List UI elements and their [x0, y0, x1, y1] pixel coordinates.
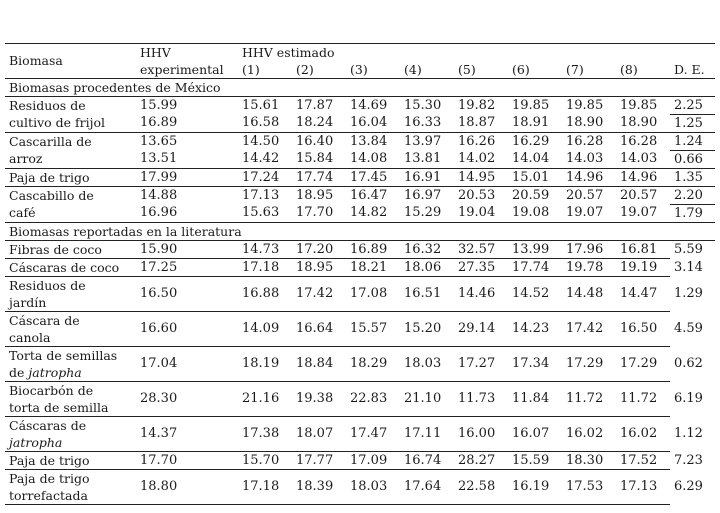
- hhv-estimated-cell: 11.72: [616, 382, 670, 417]
- table-row: [5, 382, 715, 417]
- hhv-estimated-cell: 20.53: [458, 187, 496, 203]
- biomass-name: Cascabillo de: [9, 187, 94, 203]
- table-row: [5, 97, 715, 115]
- de-cell: 0.62: [674, 356, 703, 371]
- hhv-estimated-cell: 18.07: [292, 417, 346, 452]
- hhv-estimated-cell: 17.24: [238, 169, 292, 187]
- hhv-estimated-cell: 14.23: [508, 312, 562, 347]
- hhv-estimated-cell: 11.84: [508, 382, 562, 417]
- hhv-estimated-cell: 15.01: [508, 169, 562, 187]
- hhv-estimated-cell: 15.63: [238, 205, 292, 223]
- biomass-name-line: Cáscaras de coco: [9, 260, 120, 275]
- de-cell: 3.14: [674, 259, 703, 275]
- hhv-estimated-cell: 29.14: [454, 312, 508, 347]
- hhv-estimated-cell: 15.70: [238, 452, 292, 470]
- table-row: [5, 312, 715, 347]
- hhv-estimated-cell: 18.03: [346, 470, 400, 505]
- biomass-name: [5, 312, 136, 347]
- hhv-experimental-cell: 16.96: [136, 205, 238, 223]
- de-cell: 1.79: [670, 205, 715, 223]
- hhv-estimated-cell: 17.13: [616, 470, 670, 505]
- table-row: [5, 187, 715, 205]
- hhv-experimental-cell: 17.25: [136, 259, 238, 277]
- hhv-experimental-cell: 17.99: [136, 169, 238, 187]
- hhv-estimated-cell: 21.10: [400, 382, 454, 417]
- biomass-name-line: Fibras de coco: [9, 242, 102, 257]
- hhv-estimated-cell: 17.38: [238, 417, 292, 452]
- hhv-estimated-cell: 15.61: [242, 97, 280, 113]
- table-row: [5, 347, 715, 382]
- hhv-estimated-cell: 16.02: [562, 417, 616, 452]
- biomass-name: cultivo de frijol: [5, 115, 136, 133]
- hhv-estimated-cell: 21.16: [238, 382, 292, 417]
- hhv-estimated-cell: 16.47: [350, 187, 388, 203]
- table-row: [5, 169, 715, 187]
- hhv-experimental-cell: 14.37: [136, 417, 238, 452]
- de-cell: 2.20: [670, 187, 715, 205]
- de-cell: 4.59: [674, 321, 703, 336]
- hhv-estimated-cell: 18.87: [454, 115, 508, 133]
- hhv-estimated-cell: 17.42: [562, 312, 616, 347]
- table-row: [5, 452, 715, 470]
- hhv-estimated-cell: 18.03: [400, 347, 454, 382]
- hhv-estimated-cell: 17.64: [400, 470, 454, 505]
- hhv-estimated-cell: 14.52: [508, 277, 562, 312]
- hhv-estimated-cell: 27.35: [454, 259, 508, 277]
- hhv-estimated-cell: 17.87: [296, 97, 334, 113]
- biomass-name-line: Cáscaras de: [9, 418, 87, 433]
- hhv-experimental-cell: 16.89: [136, 115, 238, 133]
- hhv-estimated-cell: 18.90: [562, 115, 616, 133]
- biomass-name: café: [5, 205, 136, 223]
- hhv-estimated-cell: 19.07: [562, 205, 616, 223]
- hhv-estimated-cell: 19.78: [562, 259, 616, 277]
- sub-col-de: D. E.: [670, 61, 715, 79]
- biomass-name: Residuos de: [9, 97, 86, 113]
- hhv-estimated-cell: 18.39: [292, 470, 346, 505]
- hhv-estimated-cell: 16.04: [346, 115, 400, 133]
- hhv-estimated-cell: 16.89: [346, 241, 400, 259]
- de-cell: 1.25: [670, 115, 715, 133]
- hhv-estimated-cell: 19.04: [454, 205, 508, 223]
- hhv-estimated-cell: 16.51: [400, 277, 454, 312]
- hhv-estimated-cell: 32.57: [454, 241, 508, 259]
- sub-col-3: (3): [346, 61, 400, 79]
- hhv-estimated-cell: 16.64: [292, 312, 346, 347]
- table-row: [5, 115, 715, 133]
- hhv-estimated-cell: 17.42: [292, 277, 346, 312]
- hhv-estimated-cell: 16.02: [616, 417, 670, 452]
- hhv-estimated-cell: 14.48: [562, 277, 616, 312]
- hhv-experimental-cell: 18.80: [136, 470, 238, 505]
- hhv-estimated-cell: 17.29: [562, 347, 616, 382]
- hhv-estimated-cell: 13.81: [400, 151, 454, 169]
- hhv-estimated-cell: 15.29: [400, 205, 454, 223]
- hhv-estimated-cell: 19.19: [616, 259, 670, 277]
- hhv-estimated-cell: 14.09: [238, 312, 292, 347]
- de-cell: 0.66: [670, 151, 715, 169]
- hhv-estimated-cell: 17.53: [562, 470, 616, 505]
- de-cell: 1.35: [670, 169, 715, 187]
- biomass-name-line: Biocarbón de: [9, 383, 94, 398]
- hhv-estimated-cell: 13.99: [508, 241, 562, 259]
- hhv-estimated-cell: 13.84: [350, 133, 388, 149]
- hhv-estimated-cell: 15.59: [508, 452, 562, 470]
- hhv-estimated-cell: 15.57: [346, 312, 400, 347]
- hhv-estimated-cell: 17.74: [292, 169, 346, 187]
- hhv-estimated-cell: 17.20: [292, 241, 346, 259]
- de-cell: 1.24: [670, 133, 715, 151]
- biomass-name: [5, 452, 136, 470]
- biomass-name-line: Torta de semillas: [9, 348, 118, 363]
- hhv-experimental-cell: 16.60: [136, 312, 238, 347]
- biomass-name-line: Paja de trigo: [9, 471, 90, 486]
- hhv-estimated-cell: 16.74: [400, 452, 454, 470]
- hhv-estimated-cell: 17.45: [346, 169, 400, 187]
- hhv-estimated-cell: 22.58: [454, 470, 508, 505]
- hhv-experimental-cell: 13.65: [140, 133, 178, 149]
- sub-col-6: (6): [508, 61, 562, 79]
- de-cell: 1.12: [674, 426, 703, 441]
- col-header-hhv-exp-line2: experimental: [136, 61, 238, 79]
- biomass-name: [5, 470, 136, 505]
- hhv-estimated-cell: 14.08: [346, 151, 400, 169]
- hhv-estimated-cell: 20.59: [512, 187, 550, 203]
- hhv-experimental-cell: 15.99: [140, 97, 178, 113]
- hhv-estimated-cell: 16.28: [620, 133, 658, 149]
- hhv-estimated-cell: 16.07: [508, 417, 562, 452]
- hhv-estimated-cell: 28.27: [454, 452, 508, 470]
- hhv-estimated-cell: 18.06: [400, 259, 454, 277]
- hhv-estimated-cell: 17.96: [562, 241, 616, 259]
- table-row: [5, 470, 715, 505]
- hhv-estimated-cell: 17.08: [346, 277, 400, 312]
- hhv-estimated-cell: 17.29: [616, 347, 670, 382]
- hhv-estimated-cell: 17.77: [292, 452, 346, 470]
- hhv-estimated-cell: 14.46: [454, 277, 508, 312]
- sub-col-4: (4): [400, 61, 454, 79]
- sub-col-7: (7): [562, 61, 616, 79]
- table-body: [5, 44, 715, 505]
- hhv-estimated-cell: 14.02: [454, 151, 508, 169]
- hhv-experimental-cell: 17.04: [136, 347, 238, 382]
- hhv-estimated-cell: 18.21: [346, 259, 400, 277]
- hhv-estimated-cell: 16.33: [400, 115, 454, 133]
- hhv-experimental-cell: 16.50: [136, 277, 238, 312]
- hhv-estimated-cell: 14.95: [454, 169, 508, 187]
- hhv-estimated-cell: 18.19: [238, 347, 292, 382]
- hhv-estimated-cell: 17.27: [454, 347, 508, 382]
- hhv-estimated-cell: 14.50: [242, 133, 280, 149]
- hhv-estimated-cell: 20.57: [620, 187, 658, 203]
- hhv-experimental-cell: 14.88: [140, 187, 178, 203]
- de-cell: 2.25: [670, 97, 715, 115]
- col-header-biomasa: Biomasa: [5, 44, 136, 79]
- hhv-estimated-cell: 14.69: [350, 97, 388, 113]
- biomass-name-line: Paja de trigo: [9, 453, 90, 468]
- hhv-estimated-cell: 19.07: [616, 205, 670, 223]
- section-row-mexico: [5, 79, 715, 97]
- biomass-name-line: jatropha: [9, 435, 63, 450]
- hhv-estimated-cell: 14.42: [238, 151, 292, 169]
- biomass-name: [5, 417, 136, 452]
- biomass-name: [5, 259, 136, 277]
- hhv-estimated-cell: 19.85: [566, 97, 604, 113]
- biomass-name-line: torrefactada: [9, 488, 88, 503]
- hhv-comparison-table: [5, 43, 715, 505]
- hhv-estimated-cell: 18.24: [292, 115, 346, 133]
- col-header-hhv-estimado: HHV estimado: [238, 44, 715, 62]
- hhv-estimated-cell: 16.58: [238, 115, 292, 133]
- hhv-estimated-cell: 16.19: [508, 470, 562, 505]
- table-row: [5, 259, 715, 277]
- col-header-hhv-exp-line1: HHV: [136, 44, 238, 62]
- biomass-name: Paja de trigo: [5, 169, 136, 187]
- de-cell: 1.29: [674, 286, 703, 301]
- section-title-literatura: Biomasas reportadas en la literatura: [5, 223, 715, 241]
- hhv-estimated-cell: 15.20: [400, 312, 454, 347]
- hhv-estimated-cell: 13.97: [404, 133, 442, 149]
- hhv-estimated-cell: 14.03: [562, 151, 616, 169]
- hhv-experimental-cell: 28.30: [136, 382, 238, 417]
- de-cell: 7.23: [674, 452, 703, 468]
- hhv-estimated-cell: 18.30: [562, 452, 616, 470]
- hhv-estimated-cell: 11.73: [454, 382, 508, 417]
- biomass-name-line: Residuos de: [9, 278, 86, 293]
- hhv-experimental-cell: 13.51: [136, 151, 238, 169]
- biomass-name: [5, 277, 136, 312]
- hhv-estimated-cell: 19.08: [508, 205, 562, 223]
- table-row: [5, 241, 715, 259]
- hhv-estimated-cell: 11.72: [562, 382, 616, 417]
- hhv-estimated-cell: 16.81: [616, 241, 670, 259]
- hhv-estimated-cell: 19.38: [292, 382, 346, 417]
- hhv-estimated-cell: 17.18: [238, 470, 292, 505]
- hhv-estimated-cell: 16.40: [296, 133, 334, 149]
- hhv-estimated-cell: 18.95: [292, 259, 346, 277]
- hhv-estimated-cell: 19.85: [512, 97, 550, 113]
- biomass-name-line: jardín: [9, 295, 47, 310]
- de-cell: 5.59: [674, 241, 703, 257]
- table-row: [5, 417, 715, 452]
- hhv-estimated-cell: 14.03: [616, 151, 670, 169]
- hhv-estimated-cell: 16.28: [566, 133, 604, 149]
- hhv-experimental-cell: 15.90: [136, 241, 238, 259]
- hhv-estimated-cell: 17.70: [292, 205, 346, 223]
- hhv-estimated-cell: 18.29: [346, 347, 400, 382]
- biomass-name: [5, 347, 136, 382]
- biomass-name-line: canola: [9, 330, 51, 345]
- hhv-estimated-cell: 18.84: [292, 347, 346, 382]
- hhv-estimated-cell: 18.90: [616, 115, 670, 133]
- table-row: [5, 277, 715, 312]
- hhv-estimated-cell: 16.50: [616, 312, 670, 347]
- hhv-estimated-cell: 14.73: [238, 241, 292, 259]
- sub-col-1: (1): [238, 61, 292, 79]
- hhv-estimated-cell: 17.52: [616, 452, 670, 470]
- table-row: [5, 205, 715, 223]
- biomass-name-line: [9, 364, 133, 381]
- hhv-estimated-cell: 17.74: [508, 259, 562, 277]
- hhv-estimated-cell: 19.82: [458, 97, 496, 113]
- header-row-1: [5, 44, 715, 62]
- hhv-estimated-cell: 14.04: [508, 151, 562, 169]
- hhv-estimated-cell: 17.11: [400, 417, 454, 452]
- hhv-estimated-cell: 14.47: [616, 277, 670, 312]
- biomass-name-italic: jatropha: [28, 365, 82, 380]
- hhv-estimated-cell: 15.84: [292, 151, 346, 169]
- de-cell: 6.29: [674, 479, 703, 494]
- hhv-estimated-cell: 16.32: [400, 241, 454, 259]
- hhv-estimated-cell: 20.57: [566, 187, 604, 203]
- section-title-mexico: Biomasas procedentes de México: [5, 79, 715, 97]
- de-cell: 6.19: [674, 391, 703, 406]
- hhv-estimated-cell: 22.83: [346, 382, 400, 417]
- sub-col-5: (5): [454, 61, 508, 79]
- hhv-estimated-cell: 19.85: [620, 97, 658, 113]
- hhv-estimated-cell: 16.88: [238, 277, 292, 312]
- hhv-estimated-cell: 18.91: [508, 115, 562, 133]
- hhv-estimated-cell: 16.26: [458, 133, 496, 149]
- hhv-estimated-cell: 17.13: [242, 187, 280, 203]
- hhv-experimental-cell: 17.70: [136, 452, 238, 470]
- hhv-estimated-cell: 17.47: [346, 417, 400, 452]
- hhv-estimated-cell: 16.91: [400, 169, 454, 187]
- hhv-estimated-cell: 16.00: [454, 417, 508, 452]
- biomass-name: arroz: [5, 151, 136, 169]
- hhv-estimated-cell: 17.34: [508, 347, 562, 382]
- sub-col-8: (8): [616, 61, 670, 79]
- hhv-estimated-cell: 14.96: [616, 169, 670, 187]
- biomass-name: [5, 241, 136, 259]
- biomass-name: [5, 382, 136, 417]
- hhv-estimated-cell: 18.95: [296, 187, 334, 203]
- table-row: [5, 151, 715, 169]
- hhv-estimated-cell: 16.97: [404, 187, 442, 203]
- hhv-estimated-cell: 16.29: [512, 133, 550, 149]
- sub-col-2: (2): [292, 61, 346, 79]
- section-row-literatura: [5, 223, 715, 241]
- biomass-name: Cascarilla de: [9, 133, 92, 149]
- hhv-estimated-cell: 17.18: [238, 259, 292, 277]
- biomass-name-line: Cáscara de: [9, 313, 80, 328]
- hhv-estimated-cell: 15.30: [404, 97, 442, 113]
- biomass-name-line: torta de semilla: [9, 400, 109, 415]
- biomass-name-part: de: [9, 365, 29, 380]
- hhv-estimated-cell: 14.96: [562, 169, 616, 187]
- table-row: [5, 133, 715, 151]
- hhv-estimated-cell: 17.09: [346, 452, 400, 470]
- hhv-estimated-cell: 14.82: [346, 205, 400, 223]
